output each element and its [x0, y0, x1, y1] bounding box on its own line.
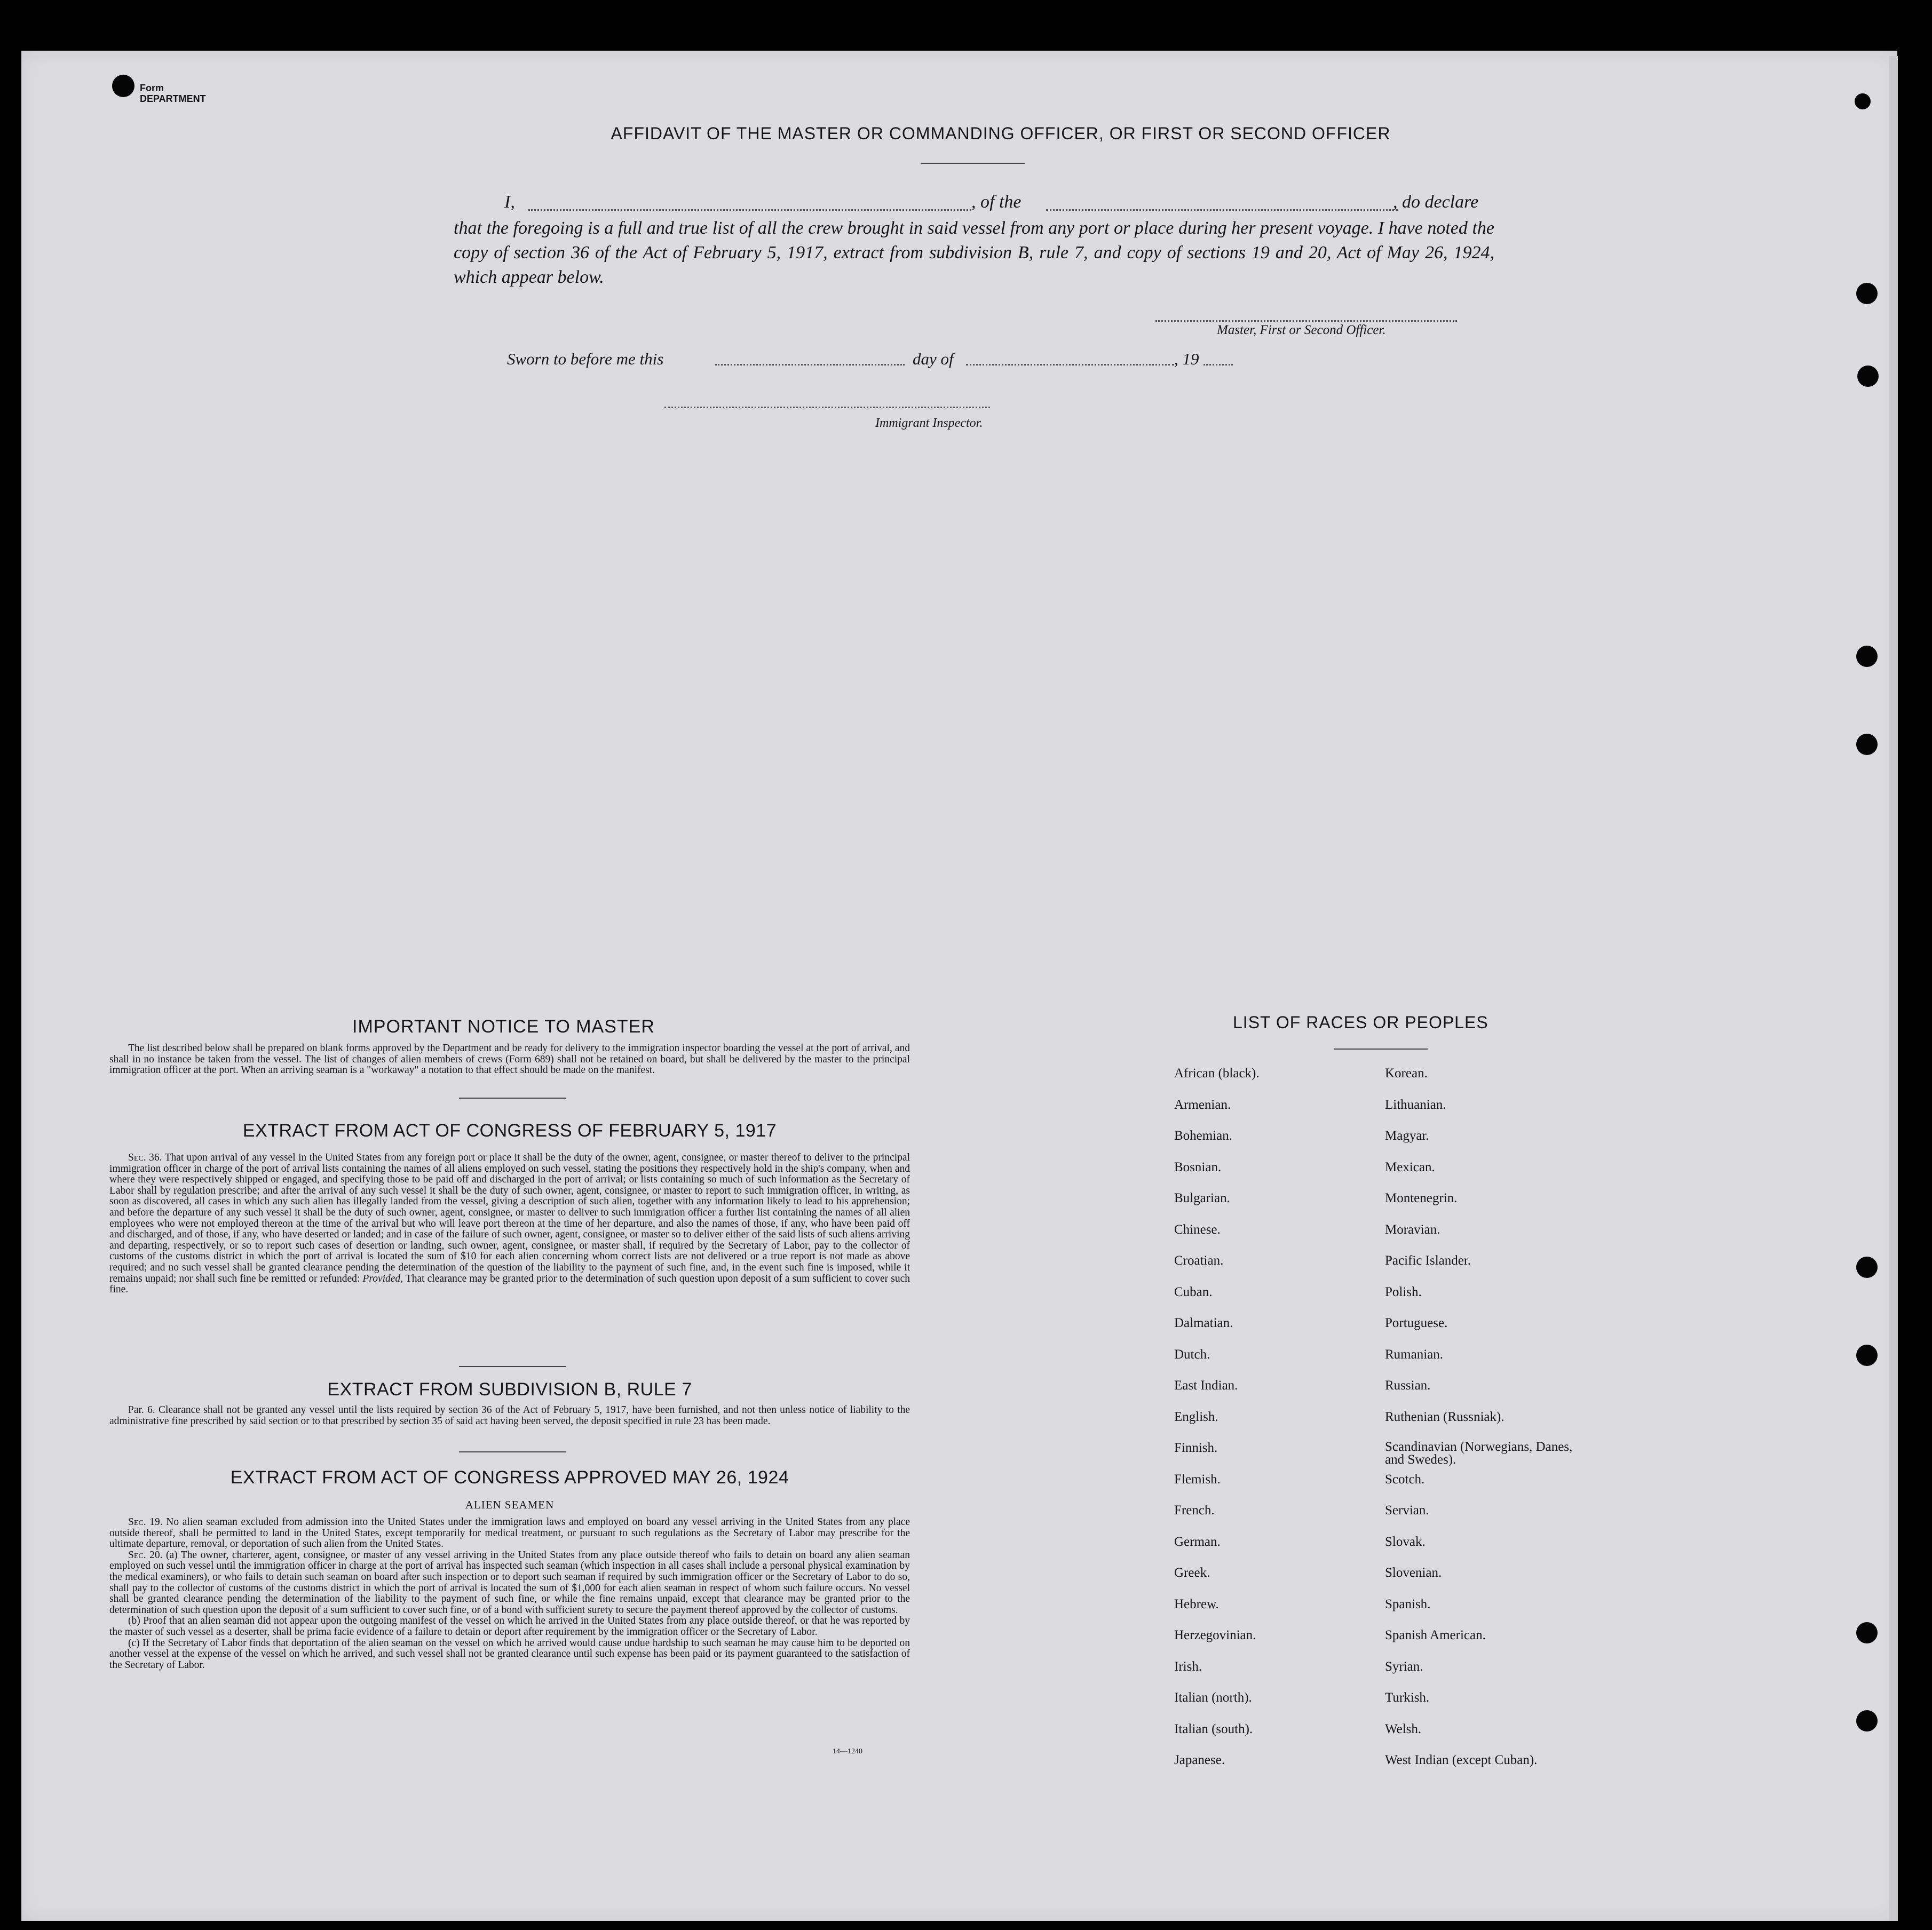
notice-text: The list described below shall be prepared on blank forms approved by the Department and be ready for delivery to the immigration inspector boarding the vessel at the port of arrival, and shall in no instance be taken from the vessel. The list of changes of alien members of crews (Form 689) shall not be retained on board, but shall be delivered by the master to the principal immigration officer at the port. When an arriving seaman is a "workaway" a notation to that effect should be made on the manifest.: [109, 1043, 910, 1076]
punch-hole-icon: [1856, 1345, 1878, 1366]
races-divider: [1334, 1049, 1428, 1050]
race-item: French.: [1174, 1503, 1215, 1518]
race-item: Syrian.: [1385, 1659, 1423, 1674]
race-item: Slovenian.: [1385, 1566, 1442, 1580]
race-item: Bosnian.: [1174, 1159, 1222, 1174]
race-item: Ruthenian (Russniak).: [1385, 1409, 1505, 1424]
race-item: Spanish.: [1385, 1597, 1431, 1611]
torn-corner-icon: [112, 75, 134, 97]
punch-hole-icon: [1856, 646, 1878, 667]
section-label: Sec. 36.: [128, 1152, 162, 1163]
form-number-label: Form DEPARTMENT: [140, 83, 206, 104]
race-item: Montenegrin.: [1385, 1191, 1458, 1205]
race-item: Lithuanian.: [1385, 1097, 1446, 1112]
rule-7-body: [109, 1405, 910, 1427]
race-item: Flemish.: [1174, 1472, 1221, 1487]
rule-7-text: Par. 6. Clearance shall not be granted any vessel until the lists required by section 36 of the Act of February 5, 1917, have been furnished, and not then unless notice of liability to the administrative fine prescribed by said section or to that prescribed by section 35 of said act having been served, the deposit specified in rule 23 has been made.: [109, 1404, 910, 1427]
extract-1924-title: EXTRACT FROM ACT OF CONGRESS APPROVED MAY 26, 1924: [230, 1467, 789, 1488]
race-item: Servian.: [1385, 1503, 1429, 1518]
affidavit-title: AFFIDAVIT OF THE MASTER OR COMMANDING OFFICER, OR FIRST OR SECOND OFFICER: [611, 124, 1391, 143]
race-item: Pacific Islander.: [1385, 1253, 1471, 1268]
notice-body: [109, 1043, 910, 1076]
form-code: 14—1240: [833, 1748, 862, 1756]
punch-hole-icon: [1856, 734, 1878, 755]
officer-signature-label: Master, First or Second Officer.: [1217, 323, 1386, 337]
vessel-name-field[interactable]: [1046, 209, 1398, 211]
sworn-year-field[interactable]: [1203, 364, 1233, 366]
extract-1917-body: [109, 1153, 910, 1296]
race-item: Moravian.: [1385, 1222, 1440, 1237]
sworn-prefix: Sworn to before me this: [507, 350, 664, 368]
race-item: Turkish.: [1385, 1690, 1430, 1705]
race-item: Cuban.: [1174, 1284, 1213, 1299]
inspector-signature-label: Immigrant Inspector.: [875, 416, 983, 430]
declarant-prefix: I,: [504, 192, 515, 212]
race-item: Spanish American.: [1385, 1628, 1486, 1642]
punch-hole-icon: [1855, 93, 1871, 109]
do-declare-label: , do declare: [1393, 192, 1479, 212]
race-item: Herzegovinian.: [1174, 1628, 1256, 1642]
race-item: German.: [1174, 1534, 1221, 1549]
declaration-text: that the foregoing is a full and true list of all the crew brought in said vessel from any port or place during her present voyage. I have noted the copy of section 36 of the Act of February 5, 1917, extract from subdivision B, rule 7, and copy of sections 19 and 20, Act of May 26, 1924, which appear below.: [454, 218, 1494, 287]
section-20b-text: (b) Proof that an alien seaman did not appear upon the outgoing manifest of the vessel on which he arrived in the United States from any place outside thereof, or that he was reported by the master of such vessel as a deserter, shall be prima facie evidence of a failure to detain or deport after requirement by the immigration officer or the Secretary of Labor.: [109, 1615, 910, 1638]
sworn-month-field[interactable]: [966, 364, 1174, 366]
race-item: Scotch.: [1385, 1472, 1425, 1487]
section-label: Sec. 20.: [128, 1549, 163, 1561]
race-item: West Indian (except Cuban).: [1385, 1753, 1538, 1767]
section-divider: [459, 1366, 566, 1367]
race-item: Italian (north).: [1174, 1690, 1252, 1705]
race-item: Slovak.: [1385, 1534, 1426, 1549]
section-36-text: That upon arrival of any vessel in the United States from any foreign port or place it shall be the duty of the owner, agent, consignee, or master thereof to deliver to the principal immigration officer in charge of the port of arrival lists containing the names of all aliens employed on such vessel, stating the positions they respectively hold in the ship's company, when and where they were respectively shipped or engaged, and specifying those to be paid off and discharged in the port of arrival; or lists containing so much of such information as the Secretary of Labor shall by regulation prescribe; and after the arrival of any such vessel it shall be the duty of such owner, agent, consignee, or master to report to such immigration officer, in writing, as soon as discovered, all cases in which any such alien has illegally landed from the vessel, giving a description of such alien, together with any information likely to lead to his apprehension; and before the departure of any such vessel it shall be the duty of such owner, agent, consignee, or master to deliver to such immigration officer a further list containing the names of all alien employees who were not employed thereon at the time of the arrival but who will leave port thereon at the time of her departure, and also the names of those, if any, who have been paid off and discharged, and of those, if any, who have deserted or landed; and in case of the failure of such owner, agent, consignee, or master so to deliver either of the said lists of such aliens arriving and departing, respectively, or so to report such cases of desertion or landing, such owner, agent, consignee, or master shall, if required by the Secretary of Labor, pay to the collector of customs of the customs district in which the port of arrival is located the sum of $10 for each alien concerning whom correct lists are not delivered or a true report is not made as above required; and no such vessel shall be granted clearance pending the determination of the question of the liability to the payment of such fine, and, in the event such fine is imposed, while it remains unpaid; nor shall such fine be remitted or refunded:: [109, 1152, 910, 1284]
rule-7-title: EXTRACT FROM SUBDIVISION B, RULE 7: [327, 1379, 692, 1400]
title-divider: [921, 163, 1025, 164]
punch-hole-icon: [1856, 1622, 1878, 1643]
race-item: Dutch.: [1174, 1347, 1210, 1362]
race-item: Croatian.: [1174, 1253, 1224, 1268]
day-of-label: day of: [913, 350, 954, 368]
race-item: Greek.: [1174, 1566, 1210, 1580]
race-item: Hebrew.: [1174, 1597, 1219, 1611]
inspector-signature-field[interactable]: [664, 407, 990, 408]
extract-1917-title: EXTRACT FROM ACT OF CONGRESS OF FEBRUARY 5, 1917: [242, 1121, 777, 1141]
race-item: Welsh.: [1385, 1721, 1422, 1736]
punch-hole-icon: [1856, 1710, 1878, 1732]
section-20c-text: (c) If the Secretary of Labor finds that deportation of the alien seaman on the vessel on which he arrived would cause undue hardship to such seaman he may cause him to be deported on another vessel at the expense of the vessel on which he arrived, and such vessel shall not be granted clearance until such expense has been paid or its payment guaranteed to the satisfaction of the Secretary of Labor.: [109, 1637, 910, 1671]
race-item: Italian (south).: [1174, 1721, 1253, 1736]
officer-signature-field[interactable]: [1155, 320, 1457, 322]
proviso-word: Provided,: [362, 1273, 403, 1284]
race-item: Russian.: [1385, 1378, 1431, 1393]
declarant-name-field[interactable]: [528, 209, 971, 211]
sworn-day-field[interactable]: [715, 364, 905, 366]
proviso-text: That clearance may be granted prior to the determination of such question upon deposit of a sum sufficient to cover such fine.: [109, 1273, 910, 1296]
race-item: Armenian.: [1174, 1097, 1231, 1112]
race-item: East Indian.: [1174, 1378, 1238, 1393]
race-item: Korean.: [1385, 1066, 1428, 1081]
race-item: Japanese.: [1174, 1753, 1225, 1767]
section-divider: [459, 1451, 566, 1452]
punch-hole-icon: [1857, 366, 1879, 387]
race-item: Irish.: [1174, 1659, 1202, 1674]
race-item: African (black).: [1174, 1066, 1260, 1081]
race-item: Magyar.: [1385, 1129, 1429, 1143]
section-label: Sec. 19.: [128, 1516, 163, 1528]
race-item: Chinese.: [1174, 1222, 1221, 1237]
race-item: English.: [1174, 1409, 1218, 1424]
punch-hole-icon: [1856, 1257, 1878, 1278]
page-edge: [1889, 56, 1898, 1921]
extract-1924-body: [109, 1517, 910, 1671]
race-item: Finnish.: [1174, 1441, 1218, 1455]
race-item: Rumanian.: [1385, 1347, 1444, 1362]
race-item: Bulgarian.: [1174, 1191, 1230, 1205]
year-label: , 19: [1174, 350, 1199, 368]
race-item: Mexican.: [1385, 1159, 1435, 1174]
race-item: Dalmatian.: [1174, 1316, 1233, 1330]
race-item: Polish.: [1385, 1284, 1422, 1299]
alien-seamen-subtitle: ALIEN SEAMEN: [465, 1498, 555, 1511]
race-item: Portuguese.: [1385, 1316, 1448, 1330]
notice-title: IMPORTANT NOTICE TO MASTER: [352, 1016, 655, 1037]
punch-hole-icon: [1856, 283, 1878, 304]
race-item: Scandinavian (Norwegians, Danes, and Swedes).: [1385, 1440, 1573, 1467]
section-20a-text: (a) The owner, charterer, agent, consignee, or master of any vessel arriving in the United States from any place outside thereof who fails to detain on board any alien seaman employed on such vessel until the immigration officer in charge at the port of arrival has inspected such seaman (which inspection in all cases shall include a personal physical examination by the medical examiners), or who fails to detain such seaman on board after such inspection or to deport such seaman if required by such immigration officer or the Secretary of Labor to do so, shall pay to the collector of customs of the customs district in which the port of arrival is located the sum of $1,000 for each alien seaman in respect of whom such failure occurs. No vessel shall be granted clearance pending the determination of the liability to the payment of such fine, or while the fine remains unpaid, except that clearance may be granted prior to the determination of such question upon the deposit of a sum sufficient to cover such fine, or of a bond with sufficient surety to secure the payment thereof approved by the collector of customs.: [109, 1549, 910, 1616]
of-the-label: , of the: [971, 192, 1022, 212]
section-divider: [459, 1098, 566, 1099]
races-title: LIST OF RACES OR PEOPLES: [1233, 1013, 1488, 1032]
race-item: Bohemian.: [1174, 1129, 1233, 1143]
section-19-text: No alien seaman excluded from admission into the United States under the immigration laws and employed on board any vessel arriving in the United States from any place outside thereof, shall be permitted to land in the United States, except temporarily for medical treatment, or pursuant to such regulations as the Secretary of Labor may prescribe for the ultimate departure, removal, or deportation of such alien from the United States.: [109, 1516, 910, 1550]
